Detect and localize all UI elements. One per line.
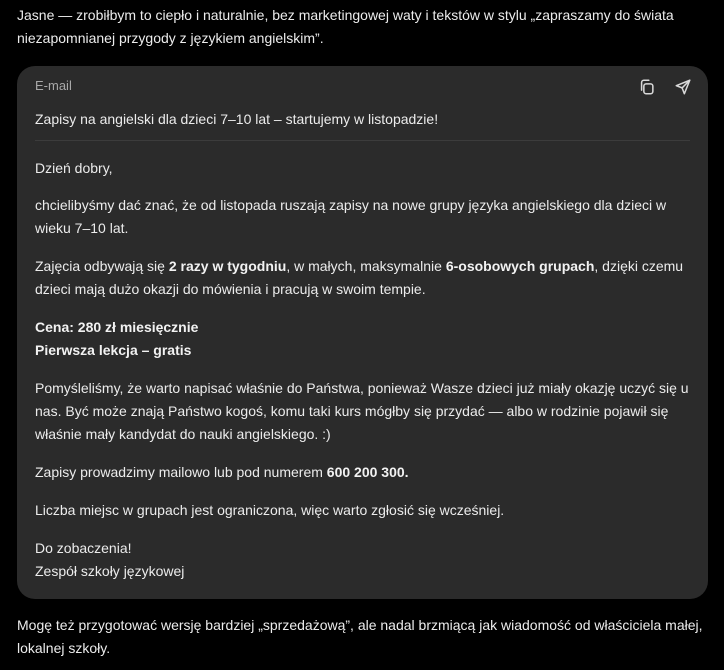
email-greeting: Dzień dobry, — [35, 160, 113, 176]
email-subject: Zapisy na angielski dla dzieci 7–10 lat – startujemy w listopadzie! — [35, 111, 439, 127]
card-actions — [636, 76, 694, 98]
email-paragraph-4 — [35, 461, 695, 484]
assistant-outro-text: Mogę też przygotować wersję bardziej „sprzedażową”, ale nadal brzmiącą jak wiadomość od właściciela małej, lokalnej szkoły. — [17, 617, 703, 656]
email-closing: Do zobaczenia! — [35, 540, 132, 556]
email-price — [35, 316, 695, 339]
copy-icon — [638, 78, 656, 96]
email-body — [35, 157, 695, 583]
phone-number: 600 200 300. — [326, 464, 409, 480]
p2-bold-frequency: 2 razy w tygodniu — [168, 258, 287, 274]
p2-text-a: Zajęcia odbywają się — [35, 258, 169, 274]
p2-text-d: , dzięki czemu dzieci mają dużo okazji do mówienia i pracują w swoim tempie. — [35, 258, 684, 297]
email-signature: Zespół szkoły językowej — [35, 563, 185, 579]
copy-button[interactable] — [636, 76, 658, 98]
p2-bold-group-size: 6-osobowych grupach — [445, 258, 595, 274]
assistant-intro-text: Jasne — zrobiłbym to ciepło i naturalnie, bez marketingowej waty i tekstów w stylu „zapraszamy do świata niezapomnianej przygody z językiem angielskim”. — [17, 7, 674, 46]
card-label: E-mail — [35, 78, 72, 93]
first-lesson-text: Pierwsza lekcja – gratis — [35, 342, 192, 358]
p4-text-a: Zapisy prowadzimy mailowo lub pod numerem — [35, 464, 327, 480]
send-icon — [674, 78, 692, 96]
p2-text-c: , w małych, maksymalnie — [286, 258, 446, 274]
email-paragraph-3: Pomyśleliśmy, że warto napisać właśnie do Państwa, ponieważ Wasze dzieci już miały okazję uczyć się u nas. Być może znają Państwo kogoś, komu taki kurs mógłby się przydać — albo w rodzinie pojawił się właśnie mały kandydat do nauki angielskiego. :) — [35, 380, 689, 442]
email-first-lesson — [35, 339, 695, 362]
price-text: Cena: 280 zł miesięcznie — [35, 319, 199, 335]
subject-divider — [35, 140, 690, 141]
email-draft-card — [17, 66, 708, 599]
send-button[interactable] — [672, 76, 694, 98]
email-paragraph-5: Liczba miejsc w grupach jest ograniczona, więc warto zgłosić się wcześniej. — [35, 502, 505, 518]
email-paragraph-1: chcielibyśmy dać znać, że od listopada ruszają zapisy na nowe grupy języka angielskiego dla dzieci w wieku 7–10 lat. — [35, 197, 667, 236]
email-paragraph-2 — [35, 255, 695, 301]
